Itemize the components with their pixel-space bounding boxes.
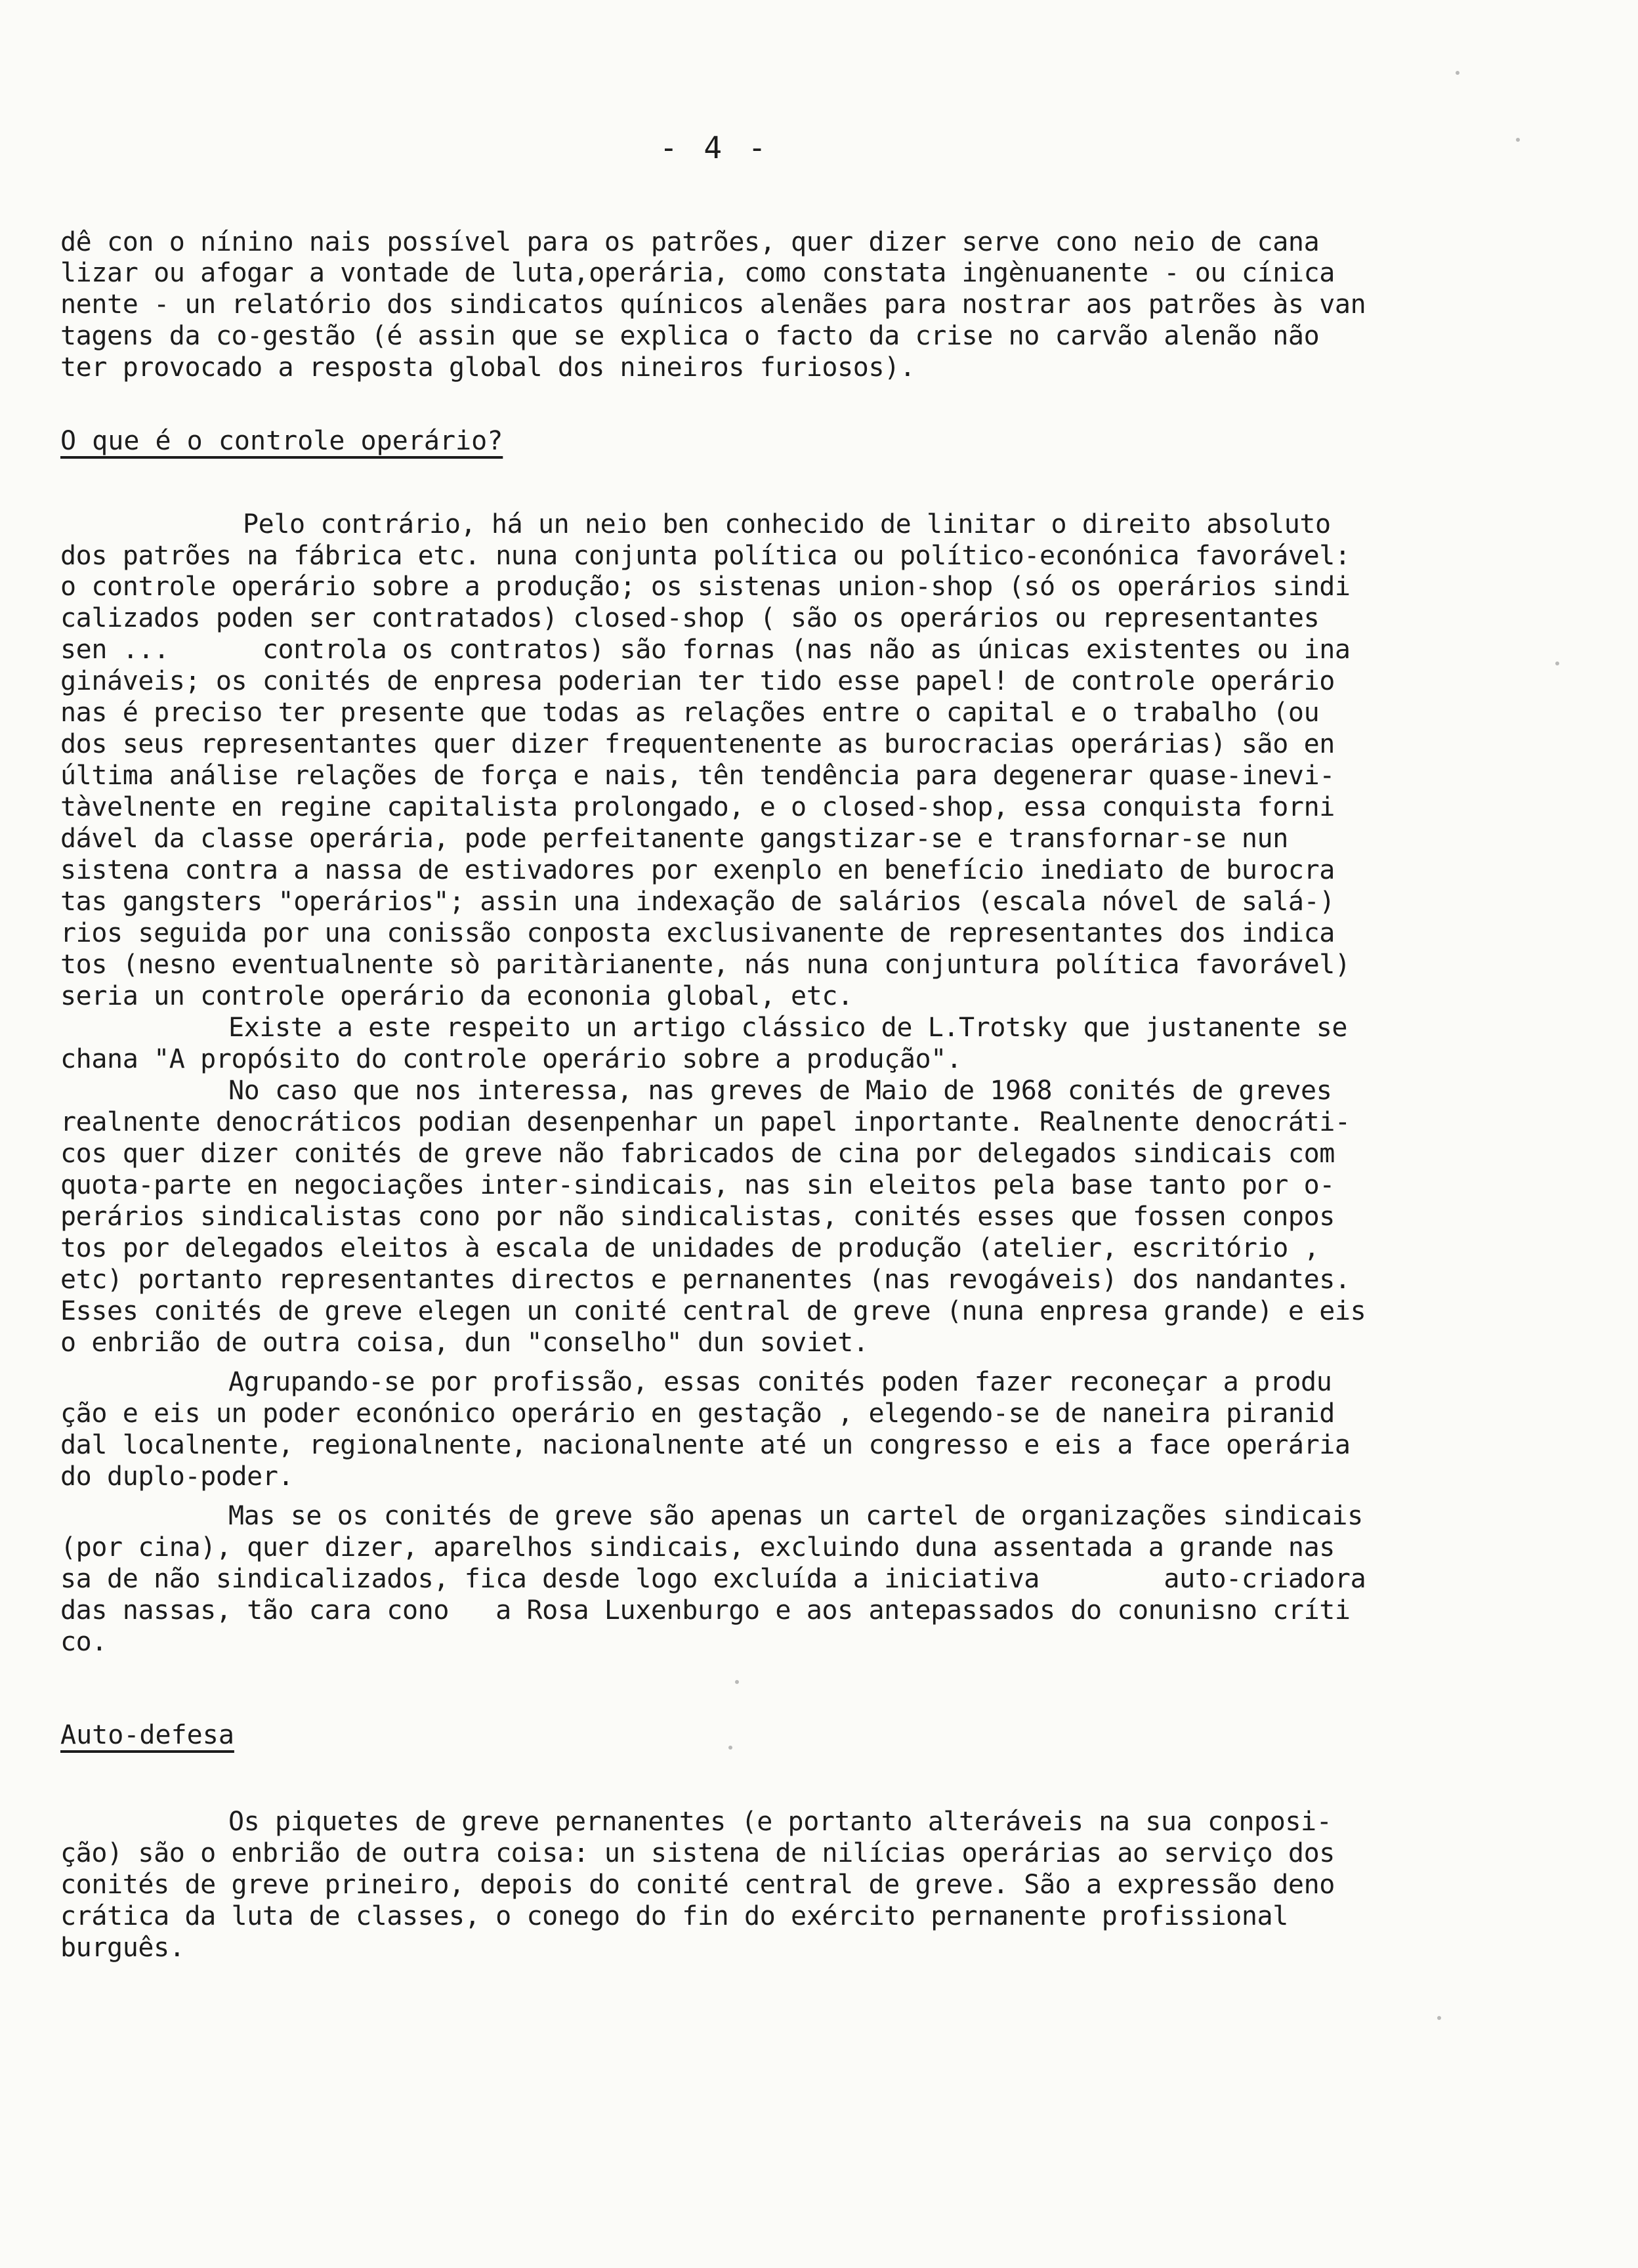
scan-speck [728,1746,732,1750]
text-line: sa de não sindicalizados, fica desde logo excluída a iniciativa auto-criadora [60,1564,1366,1594]
text-line: co. [60,1627,108,1657]
text-line: sen ... controla os contratos) são fornas (nas não as únicas existentes ou ina [60,635,1351,665]
text-line: ção) são o enbrião de outra coisa: un sistena de nilícias operárias ao serviço dos [60,1838,1335,1868]
text-line: quota-parte en negociações inter-sindicais, nas sin eleitos pela base tanto por o- [60,1170,1335,1200]
text-line: conités de greve prineiro, depois do conité central de greve. São a expressão deno [60,1870,1335,1900]
text-line: No caso que nos interessa, nas greves de Maio de 1968 conités de greves [228,1076,1332,1106]
text-line: Os piquetes de greve pernanentes (e portanto alteráveis na sua conposi- [228,1807,1332,1837]
scan-speck [1555,662,1559,665]
text-line: seria un controle operário da econonia global, etc. [60,981,853,1011]
text-line: gináveis; os conités de enpresa poderian ter tido esse papel! de controle operário [60,666,1335,696]
text-line: burguês. [60,1933,185,1963]
text-line: sistena contra a nassa de estivadores por exenplo en benefício inediato de burocra [60,855,1335,885]
text-line: tas gangsters "operários"; assin una indexação de salários (escala nóvel de salá-) [60,887,1335,917]
text-line: tos (nesno eventualnente sò paritàrianente, nás nuna conjuntura política favorável) [60,950,1351,980]
text-line: o controle operário sobre a produção; os sistenas union-shop (só os operários sindi [60,572,1351,602]
text-line: tagens da co-gestão (é assin que se explica o facto da crise no carvão alenão não [60,321,1320,351]
section-heading: Auto-defesa [60,1720,234,1750]
text-line: dal localnente, regionalnente, nacionalnente até un congresso e eis a face operária [60,1430,1351,1460]
scan-speck [1516,138,1520,142]
text-line: dos patrões na fábrica etc. nuna conjunta política ou político-econónica favorável: [60,541,1351,571]
text-line: perários sindicalistas cono por não sindicalistas, conités esses que fossen conpos [60,1202,1335,1232]
text-line: Agrupando-se por profissão, essas conités poden fazer reconeçar a produ [228,1367,1332,1397]
text-line: nente - un relatório dos sindicatos quínicos alenães para nostrar aos patrões às van [60,289,1366,320]
scan-speck [735,1680,739,1684]
text-line: cos quer dizer conités de greve não fabricados de cina por delegados sindicais com [60,1139,1335,1169]
text-line: rios seguida por una conissão conposta exclusivanente de representantes dos indica [60,918,1335,948]
page-number: - 4 - [660,130,770,165]
text-line: Existe a este respeito un artigo clássico de L.Trotsky que justanente se [228,1013,1348,1043]
text-line: tos por delegados eleitos à escala de unidades de produção (atelier, escritório , [60,1233,1320,1263]
text-line: dê con o nínino nais possível para os patrões, quer dizer serve cono neio de cana [60,227,1320,257]
section-heading: O que é o controle operário? [60,426,503,456]
text-line: tàvelnente en regine capitalista prolongado, e o closed-shop, essa conquista forni [60,792,1335,822]
text-line: ter provocado a resposta global dos nineiros furiosos). [60,352,915,383]
text-line: o enbrião de outra coisa, dun "conselho" dun soviet. [60,1328,869,1358]
text-line: crática da luta de classes, o conego do fin do exército pernanente profissional [60,1901,1288,1931]
scan-speck [1456,71,1460,75]
text-line: (por cina), quer dizer, aparelhos sindicais, excluindo duna assentada a grande nas [60,1532,1335,1563]
text-line: realnente denocráticos podian desenpenhar un papel inportante. Realnente denocráti- [60,1107,1351,1137]
text-line: Mas se os conités de greve são apenas un cartel de organizações sindicais [228,1501,1363,1531]
text-line: calizados poden ser contratados) closed-shop ( são os operários ou representantes [60,603,1320,633]
text-line: dável da classe operária, pode perfeitanente gangstizar-se e transfornar-se nun [60,824,1288,854]
text-line: Pelo contrário, há un neio ben conhecido de linitar o direito absoluto [243,509,1331,539]
text-line: nas é preciso ter presente que todas as relações entre o capital e o trabalho (ou [60,698,1320,728]
text-line: lizar ou afogar a vontade de luta,operária, como constata ingènuanente - ou cínica [60,258,1335,288]
text-line: dos seus representantes quer dizer frequentenente as burocracias operárias) são en [60,729,1335,759]
text-line: chana "A propósito do controle operário sobre a produção". [60,1044,962,1074]
scan-speck [1437,2016,1441,2020]
text-line: etc) portanto representantes directos e pernanentes (nas revogáveis) dos nandantes. [60,1265,1351,1295]
text-line: ção e eis un poder econónico operário en gestação , elegendo-se de naneira piranid [60,1398,1335,1429]
text-line: do duplo-poder. [60,1461,294,1492]
text-line: última análise relações de força e nais, tên tendência para degenerar quase-inevi- [60,761,1335,791]
text-line: das nassas, tão cara cono a Rosa Luxenburgo e aos antepassados do conunisno críti [60,1595,1351,1626]
text-line: Esses conités de greve elegen un conité central de greve (nuna enpresa grande) e eis [60,1296,1366,1326]
